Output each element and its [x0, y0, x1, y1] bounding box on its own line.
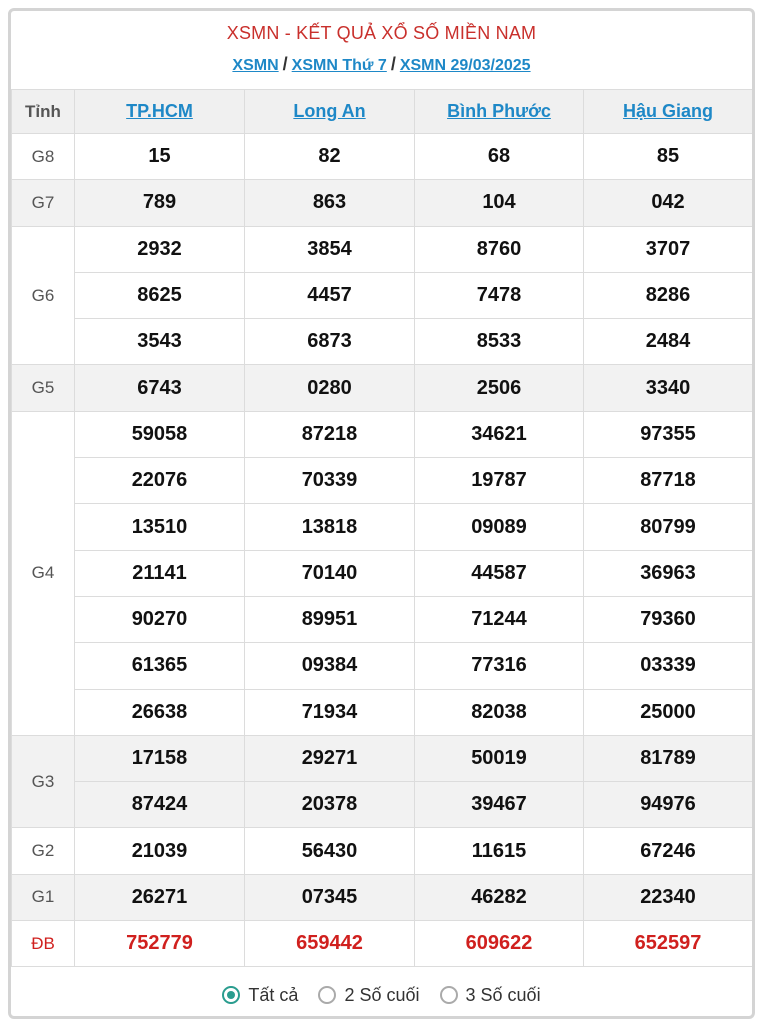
table-row	[12, 134, 753, 180]
result-number: 09384	[245, 643, 415, 689]
table-row	[12, 180, 753, 226]
result-number: 3707	[584, 226, 753, 272]
breadcrumb-link-date[interactable]: XSMN 29/03/2025	[399, 57, 531, 74]
column-header-tp-hcm	[75, 90, 245, 134]
table-row	[12, 596, 753, 642]
result-number: 71244	[415, 596, 584, 642]
result-number: 89951	[245, 596, 415, 642]
prize-label: G5	[12, 365, 75, 411]
result-number: 21141	[75, 550, 245, 596]
result-number: 8760	[415, 226, 584, 272]
table-row	[12, 458, 753, 504]
result-number: 13510	[75, 504, 245, 550]
table-row	[12, 319, 753, 365]
column-header-province: Tỉnh	[12, 90, 75, 134]
column-header-long-an	[245, 90, 415, 134]
result-number: 82	[245, 134, 415, 180]
result-number: 70339	[245, 458, 415, 504]
result-number: 03339	[584, 643, 753, 689]
result-number: 22340	[584, 874, 753, 920]
table-row	[12, 226, 753, 272]
result-number: 6743	[75, 365, 245, 411]
result-number: 85	[584, 134, 753, 180]
result-number: 3543	[75, 319, 245, 365]
result-number: 3340	[584, 365, 753, 411]
province-link-binh-phuoc[interactable]: Bình Phước	[447, 101, 551, 121]
result-number: 3854	[245, 226, 415, 272]
result-number: 11615	[415, 828, 584, 874]
result-number: 26638	[75, 689, 245, 735]
filter-option-2-digits[interactable]	[318, 985, 419, 1006]
table-row	[12, 874, 753, 920]
prize-label: G6	[12, 226, 75, 365]
result-number: 87218	[245, 411, 415, 457]
province-link-tp-hcm[interactable]: TP.HCM	[126, 101, 193, 121]
result-number: 97355	[584, 411, 753, 457]
result-number: 8533	[415, 319, 584, 365]
result-number: 2932	[75, 226, 245, 272]
result-number: 46282	[415, 874, 584, 920]
result-number: 61365	[75, 643, 245, 689]
result-number: 15	[75, 134, 245, 180]
breadcrumb-separator: /	[282, 54, 288, 74]
result-number: 87718	[584, 458, 753, 504]
result-number: 20378	[245, 782, 415, 828]
result-number: 39467	[415, 782, 584, 828]
digit-filter	[11, 967, 752, 1019]
results-header	[11, 11, 752, 89]
result-number: 752779	[75, 921, 245, 967]
table-row	[12, 411, 753, 457]
result-number: 4457	[245, 272, 415, 318]
result-number: 07345	[245, 874, 415, 920]
table-row	[12, 643, 753, 689]
breadcrumb-link-xsmn[interactable]: XSMN	[232, 57, 279, 74]
result-number: 609622	[415, 921, 584, 967]
result-number: 56430	[245, 828, 415, 874]
result-number: 68	[415, 134, 584, 180]
result-number: 0280	[245, 365, 415, 411]
table-row	[12, 828, 753, 874]
result-number: 87424	[75, 782, 245, 828]
result-number: 70140	[245, 550, 415, 596]
prize-label: G3	[12, 735, 75, 828]
table-row	[12, 272, 753, 318]
filter-option-label: 2 Số cuối	[344, 984, 420, 1005]
table-row	[12, 735, 753, 781]
province-link-hau-giang[interactable]: Hậu Giang	[622, 101, 713, 121]
result-number: 2506	[415, 365, 584, 411]
result-number: 21039	[75, 828, 245, 874]
result-number: 34621	[415, 411, 584, 457]
result-number: 44587	[415, 550, 584, 596]
result-number: 8625	[75, 272, 245, 318]
results-table	[11, 89, 753, 967]
result-number: 25000	[584, 689, 753, 735]
result-number: 59058	[75, 411, 245, 457]
table-row	[12, 921, 753, 967]
result-number: 90270	[75, 596, 245, 642]
result-number: 17158	[75, 735, 245, 781]
table-header-row	[12, 90, 753, 134]
radio-unselected-icon[interactable]	[318, 986, 336, 1004]
result-number: 77316	[415, 643, 584, 689]
breadcrumb-link-thu-7[interactable]: XSMN Thứ 7	[291, 57, 387, 74]
result-number: 659442	[245, 921, 415, 967]
result-number: 67246	[584, 828, 753, 874]
radio-selected-icon[interactable]	[222, 986, 240, 1004]
result-number: 8286	[584, 272, 753, 318]
breadcrumb	[11, 54, 752, 75]
filter-option-all[interactable]	[222, 985, 298, 1006]
prize-label: G1	[12, 874, 75, 920]
result-number: 82038	[415, 689, 584, 735]
table-row	[12, 689, 753, 735]
filter-option-label: 3 Số cuối	[465, 984, 541, 1005]
result-number: 042	[584, 180, 753, 226]
result-number: 81789	[584, 735, 753, 781]
result-number: 09089	[415, 504, 584, 550]
result-number: 19787	[415, 458, 584, 504]
column-header-binh-phuoc	[415, 90, 584, 134]
result-number: 652597	[584, 921, 753, 967]
result-number: 50019	[415, 735, 584, 781]
prize-label: G4	[12, 411, 75, 735]
result-number: 26271	[75, 874, 245, 920]
result-number: 36963	[584, 550, 753, 596]
result-number: 94976	[584, 782, 753, 828]
results-body	[12, 134, 753, 967]
result-number: 22076	[75, 458, 245, 504]
result-number: 863	[245, 180, 415, 226]
filter-option-label: Tất cả	[248, 984, 299, 1005]
results-panel	[8, 8, 755, 1019]
result-number: 79360	[584, 596, 753, 642]
result-number: 2484	[584, 319, 753, 365]
filter-option-3-digits[interactable]	[440, 985, 541, 1006]
result-number: 789	[75, 180, 245, 226]
page-title: XSMN - KẾT QUẢ XỔ SỐ MIỀN NAM	[226, 23, 537, 43]
result-number: 6873	[245, 319, 415, 365]
prize-label: ĐB	[12, 921, 75, 967]
table-row	[12, 504, 753, 550]
column-header-hau-giang	[584, 90, 753, 134]
result-number: 29271	[245, 735, 415, 781]
prize-label: G2	[12, 828, 75, 874]
result-number: 104	[415, 180, 584, 226]
province-link-long-an[interactable]: Long An	[293, 101, 366, 121]
table-row	[12, 782, 753, 828]
breadcrumb-separator: /	[390, 54, 396, 74]
result-number: 7478	[415, 272, 584, 318]
prize-label: G8	[12, 134, 75, 180]
radio-unselected-icon[interactable]	[440, 986, 458, 1004]
result-number: 13818	[245, 504, 415, 550]
result-number: 80799	[584, 504, 753, 550]
table-row	[12, 365, 753, 411]
result-number: 71934	[245, 689, 415, 735]
table-row	[12, 550, 753, 596]
prize-label: G7	[12, 180, 75, 226]
